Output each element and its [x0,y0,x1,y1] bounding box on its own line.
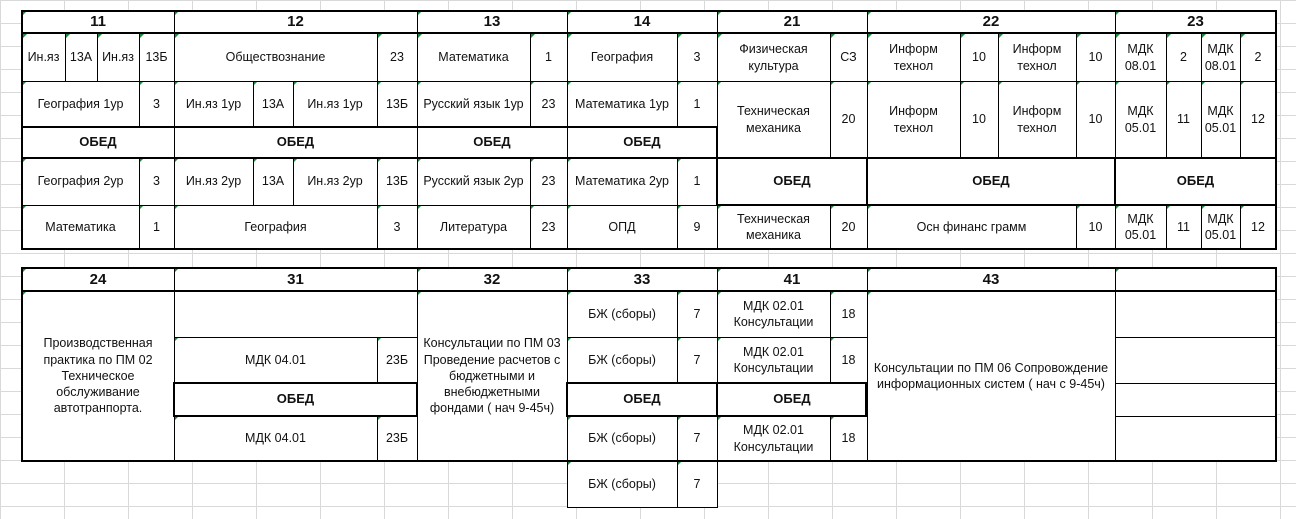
lesson-room: 10 [1076,205,1115,249]
grid-line [377,158,378,249]
lesson-room: СЗ [830,34,867,81]
lesson-room: 11 [1166,81,1201,158]
grid-line-thick [21,267,23,462]
grid-line [830,205,831,249]
lesson-room: 10 [1076,34,1115,81]
lesson-subject: БЖ (сборы) [567,461,677,508]
grid-line [867,268,868,461]
group-header-11: 11 [22,11,174,33]
lesson-room: 7 [677,416,717,461]
lesson-room: 1 [139,205,174,249]
grid-line [1115,337,1276,338]
lesson-subject: Русский язык 1ур [417,81,530,127]
lesson-subject: МДК 02.01 Консультации [717,337,830,383]
lesson-room: 12 [1240,81,1276,158]
lesson-subject: Информ технол [867,34,960,81]
grid-line [1240,205,1241,249]
lesson-subject: Ин.яз 2ур [174,158,253,205]
grid-line [1166,205,1167,249]
lesson-subject: Ин.яз 1ур [293,81,377,127]
lesson-subject: Ин.яз [22,34,65,81]
lunch-break: ОБЕД [567,127,717,158]
grid-line-thick [716,157,1277,159]
lesson-room: 23 [530,158,567,205]
grid-line [174,268,175,461]
lesson-room: 23 [530,81,567,127]
grid-line [677,461,678,508]
group-header-13: 13 [417,11,567,33]
grid-line [1166,34,1167,158]
lesson-room: 18 [830,291,867,337]
grid-line-thick [865,382,867,417]
grid-line [1115,383,1276,384]
group-header-22: 22 [867,11,1115,33]
lesson-subject: География 1ур [22,81,139,127]
lesson-subject: МДК 02.01 Консультации [717,416,830,461]
group-header-21: 21 [717,11,867,33]
lesson-subject: Литература [417,205,530,249]
lunch-break: ОБЕД [417,127,567,158]
lesson-subject: Обществознание [174,34,377,81]
lesson-subject: МДК 05.01 [1115,205,1166,249]
grid-line [377,416,378,461]
lesson-room: 10 [1076,81,1115,158]
lesson-room: 20 [830,81,867,158]
lesson-room: 13А [65,34,97,81]
lesson-subject: МДК 04.01 [174,416,377,461]
lesson-room: 3 [377,205,417,249]
lesson-room: 18 [830,416,867,461]
grid-line [960,34,961,158]
grid-line [717,81,1276,82]
grid-line-thick [173,415,418,417]
lesson-subject: Техническая механика [717,81,830,158]
lesson-subject: МДК 05.01 [1115,81,1166,158]
grid-line-thick [716,157,718,205]
grid-line [253,158,254,205]
lesson-subject: МДК 02.01 Консультации [717,291,830,337]
grid-line-thick [21,10,1277,12]
lesson-room: 1 [677,158,717,205]
grid-line-thick [21,126,717,128]
grid-line-thick [716,204,1277,206]
grid-line [377,337,378,383]
empty-header [1115,268,1276,291]
lesson-subject: Математика 2ур [567,158,677,205]
grid-line-thick [21,32,1277,34]
grid-line-thick [21,10,23,250]
grid-line-thick [716,382,718,417]
group-header-24: 24 [22,268,174,291]
lesson-subject: МДК 05.01 [1201,205,1240,249]
lesson-subject: Русский язык 2ур [417,158,530,205]
lesson-room: 23 [530,205,567,249]
lesson-room: 7 [677,291,717,337]
lesson-room: 13Б [377,81,417,127]
empty-slot [1115,337,1276,383]
grid-line [1201,34,1202,158]
lesson-room: 12 [1240,205,1276,249]
lunch-break: ОБЕД [1115,158,1276,205]
lesson-subject: География 2ур [22,158,139,205]
group-header-23: 23 [1115,11,1276,33]
lesson-room: 13А [253,81,293,127]
grid-line [1076,205,1077,249]
lesson-subject: Математика [417,34,530,81]
grid-line-thick [1275,10,1277,250]
lesson-room: 13А [253,158,293,205]
grid-line [677,158,678,249]
lesson-room: 1 [530,34,567,81]
lesson-subject: БЖ (сборы) [567,291,677,337]
lesson-subject: Техническая механика [717,205,830,249]
grid-line-thick [1114,157,1116,205]
lesson-subject: Консультации по ПМ 06 Сопровождение информационных систем ( нач с 9-45ч) [867,291,1115,461]
lesson-subject: Физическая культура [717,34,830,81]
lesson-subject: МДК 08.01 [1115,34,1166,81]
grid-line [293,81,294,127]
grid-line [567,11,568,249]
lunch-break: ОБЕД [867,158,1115,205]
lunch-break: ОБЕД [22,127,174,158]
lunch-break: ОБЕД [567,383,717,416]
lunch-break: ОБЕД [174,383,417,416]
lesson-subject: Информ технол [998,81,1076,158]
lunch-break: ОБЕД [717,158,867,205]
grid-line [567,337,867,338]
lesson-room: 11 [1166,205,1201,249]
group-header-33: 33 [567,268,717,291]
empty-slot [174,291,417,337]
lesson-subject: Осн финанс грамм [867,205,1076,249]
grid-line-thick [566,382,568,417]
lesson-subject: Консультации по ПМ 03 Проведение расчетов с бюджетными и внебюджетными фондами ( нач 9-45ч) [417,291,567,461]
lesson-room: 2 [1166,34,1201,81]
grid-line-thick [21,267,1277,269]
grid-line-thick [716,126,718,158]
lesson-subject: География [174,205,377,249]
lesson-room: 23Б [377,416,417,461]
lesson-subject: Ин.яз [97,34,139,81]
lesson-room: 3 [677,34,717,81]
grid-line [1115,11,1116,249]
lesson-subject: МДК 08.01 [1201,34,1240,81]
grid-line [417,268,418,461]
grid-line-thick [21,157,717,159]
grid-line [1115,268,1116,461]
grid-line [1240,34,1241,158]
lesson-room: 20 [830,205,867,249]
lesson-room: 3 [139,158,174,205]
grid-line [1201,205,1202,249]
lesson-room: 13Б [377,158,417,205]
grid-line [1115,416,1276,417]
lesson-subject: Ин.яз 1ур [174,81,253,127]
lesson-subject: Ин.яз 2ур [293,158,377,205]
grid-line [867,11,868,249]
grid-line-thick [173,382,175,417]
lesson-room: 9 [677,205,717,249]
grid-line-thick [21,460,1277,462]
grid-line [139,158,140,249]
grid-line [253,81,254,127]
lesson-room: 10 [960,81,998,158]
lesson-subject: Математика 1ур [567,81,677,127]
lesson-room: 10 [960,34,998,81]
lesson-subject: БЖ (сборы) [567,337,677,383]
lesson-subject: МДК 04.01 [174,337,377,383]
grid-line-thick [21,248,1277,250]
lesson-room: 23Б [377,337,417,383]
lesson-subject: Информ технол [867,81,960,158]
grid-line-thick [173,382,418,384]
empty-slot [1115,291,1276,337]
lesson-room: 7 [677,461,717,508]
grid-line [998,34,999,158]
lesson-subject: Информ технол [998,34,1076,81]
group-header-31: 31 [174,268,417,291]
grid-line [65,34,66,81]
lesson-room: 1 [677,81,717,127]
lunch-break: ОБЕД [174,127,417,158]
lesson-subject: Математика [22,205,139,249]
empty-slot [1115,416,1276,461]
grid-line [293,158,294,205]
group-header-12: 12 [174,11,417,33]
grid-line-thick [21,290,1277,292]
grid-line [530,158,531,249]
lesson-subject: ОПД [567,205,677,249]
lesson-subject: МДК 05.01 [1201,81,1240,158]
grid-line [417,11,418,249]
grid-line-thick [416,382,418,417]
group-header-43: 43 [867,268,1115,291]
lesson-room: 18 [830,337,867,383]
empty-slot [1115,383,1276,416]
grid-line-thick [866,157,868,205]
grid-line [174,11,175,249]
lesson-subject: БЖ (сборы) [567,416,677,461]
group-header-32: 32 [417,268,567,291]
lesson-room: 23 [377,34,417,81]
grid-line [1076,34,1077,158]
lesson-room: 7 [677,337,717,383]
grid-line [567,507,717,508]
group-header-14: 14 [567,11,717,33]
grid-line [830,416,831,461]
lunch-break: ОБЕД [717,383,867,416]
grid-line [830,34,831,158]
lesson-subject: География [567,34,677,81]
lesson-room: 3 [139,81,174,127]
grid-line [174,337,417,338]
grid-line [22,81,717,82]
lesson-subject: Производственная практика по ПМ 02 Техническое обслуживание автотранпорта. [22,291,174,461]
group-header-41: 41 [717,268,867,291]
grid-line [97,34,98,81]
grid-line-thick [1275,267,1277,462]
lesson-room: 13Б [139,34,174,81]
lesson-room: 2 [1240,34,1276,81]
